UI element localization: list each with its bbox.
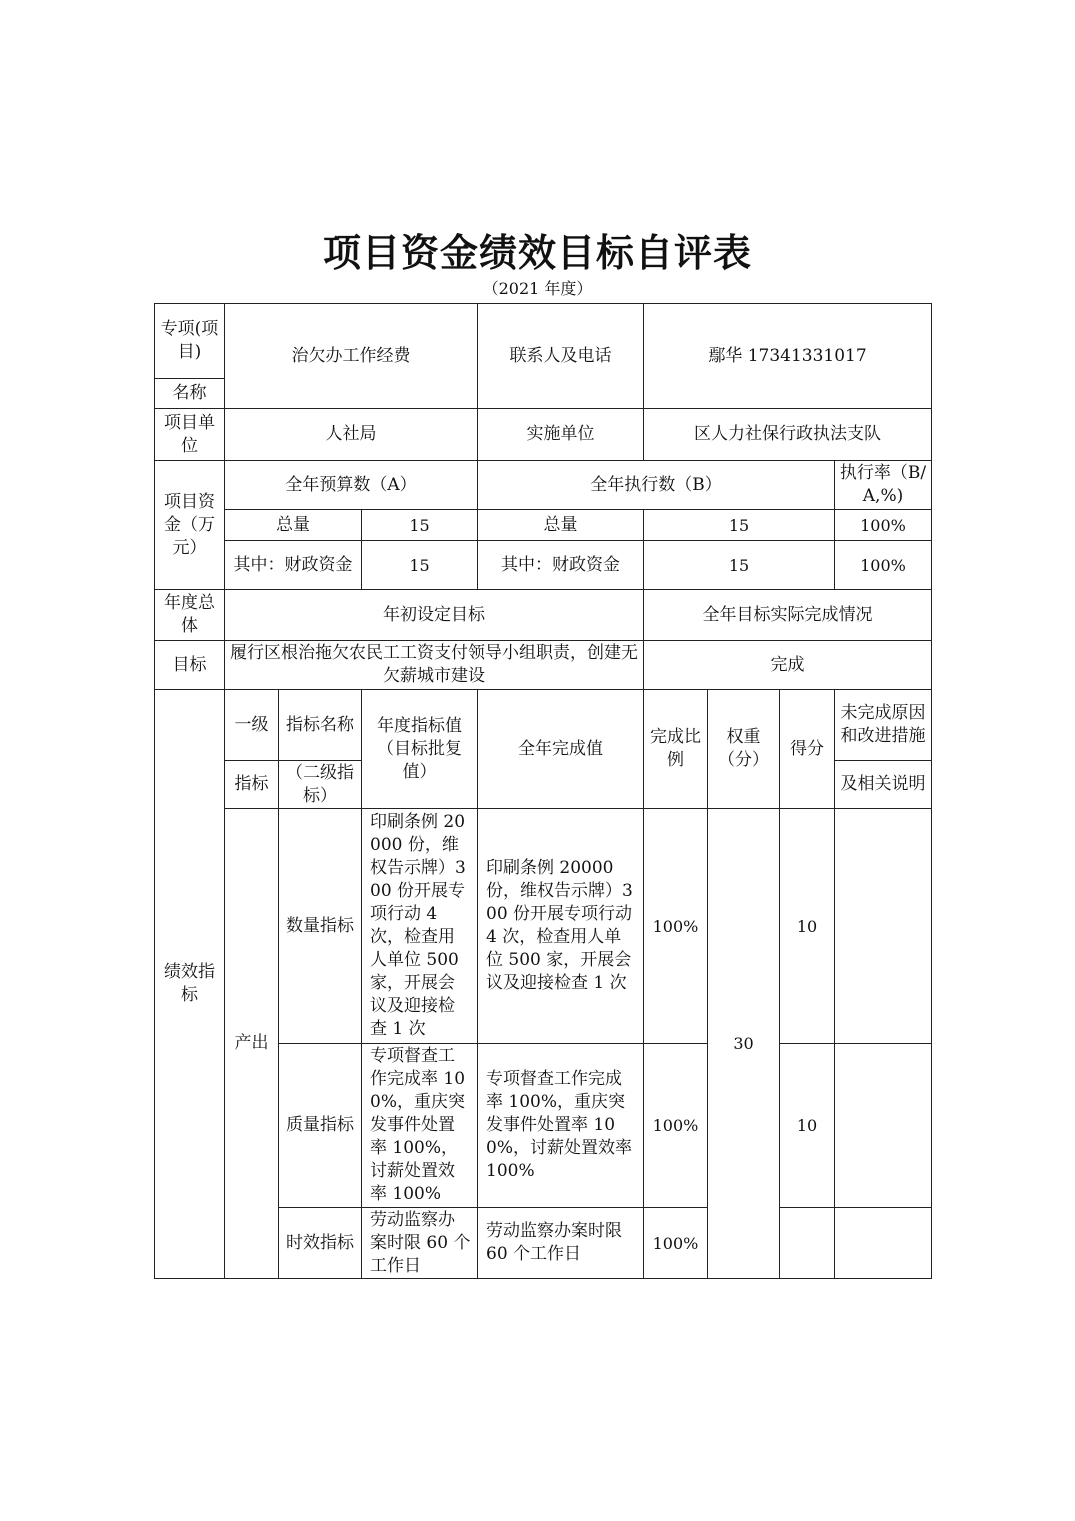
goals-label-2: 目标 (155, 641, 225, 690)
table-row (155, 809, 932, 1044)
indicator-target: 专项督查工作完成率 100%，重庆突发事件处置率 100%，讨薪处置效率 100% (362, 1044, 478, 1208)
year-subtitle: （2021 年度） (482, 279, 593, 298)
total-exec-label: 总量 (478, 510, 644, 541)
actual-goal-value: 完成 (644, 641, 932, 690)
fiscal-label: 其中：财政资金 (225, 541, 362, 590)
indicator-score: 10 (780, 809, 835, 1044)
indicator-reason (835, 1044, 932, 1208)
indicator-actual: 专项督查工作完成率 100%，重庆突发事件处置率 100%，讨薪处置效率 100% (478, 1044, 644, 1208)
col-reason-b: 及相关说明 (835, 761, 932, 809)
indicator-reason (835, 1208, 932, 1279)
budget-label: 全年预算数（A） (225, 461, 478, 510)
indicators-label: 绩效指标 (155, 690, 225, 1279)
col-weight: 权重（分） (708, 690, 780, 809)
indicator-ratio: 100% (644, 809, 708, 1044)
col-level1: 一级 (225, 690, 279, 761)
indicator-score: 10 (780, 1044, 835, 1208)
indicator-target: 劳动监察办案时限 60 个工作日 (362, 1208, 478, 1279)
impl-label: 实施单位 (478, 409, 644, 461)
project-label-2: 名称 (155, 379, 225, 409)
contact-value: 鄢华 17341331017 (644, 304, 932, 409)
unit-value: 人社局 (225, 409, 478, 461)
indicator-name: 时效指标 (279, 1208, 362, 1279)
col-ratio: 完成比例 (644, 690, 708, 809)
project-label: 专项(项目) (155, 304, 225, 379)
col-level1-b: 指标 (225, 761, 279, 809)
indicator-reason (835, 809, 932, 1044)
indicator-ratio: 100% (644, 1044, 708, 1208)
unit-label: 项目单位 (155, 409, 225, 461)
fiscal-exec-label: 其中：财政资金 (478, 541, 644, 590)
indicator-actual: 印刷条例 20000 份，维权告示牌）300 份开展专项行动 4 次，检查用人单位 500 家，开展会议及迎接检查 1 次 (478, 809, 644, 1044)
evaluation-table (154, 303, 932, 1279)
group-weight: 30 (708, 809, 780, 1279)
fiscal-budget: 15 (362, 541, 478, 590)
col-reason: 未完成原因和改进措施 (835, 690, 932, 761)
impl-value: 区人力社保行政执法支队 (644, 409, 932, 461)
indicator-actual: 劳动监察办案时限 60 个工作日 (478, 1208, 644, 1279)
page-title: 项目资金绩效目标自评表 (322, 230, 752, 275)
col-actual: 全年完成值 (478, 690, 644, 809)
initial-goal-label: 年初设定目标 (225, 590, 644, 641)
col-level2: 指标名称 (279, 690, 362, 761)
initial-goal-value: 履行区根治拖欠农民工工资支付领导小组职责，创建无欠薪城市建设 (225, 641, 644, 690)
indicator-name: 质量指标 (279, 1044, 362, 1208)
indicator-target: 印刷条例 20000 份，维权告示牌）300 份开展专项行动 4 次，检查用人单位 500 家，开展会议及迎接检查 1 次 (362, 809, 478, 1044)
col-target: 年度指标值（目标批复值） (362, 690, 478, 809)
project-name: 治欠办工作经费 (225, 304, 478, 409)
total-label: 总量 (225, 510, 362, 541)
col-level2-b: （二级指标） (279, 761, 362, 809)
indicator-ratio: 100% (644, 1208, 708, 1279)
total-budget: 15 (362, 510, 478, 541)
fiscal-rate: 100% (835, 541, 932, 590)
funds-label: 项目资金（万元） (155, 461, 225, 590)
rate-label: 执行率（B/A,%) (835, 461, 932, 510)
goals-label: 年度总体 (155, 590, 225, 641)
indicator-name: 数量指标 (279, 809, 362, 1044)
total-exec: 15 (644, 510, 835, 541)
fiscal-exec: 15 (644, 541, 835, 590)
col-score: 得分 (780, 690, 835, 809)
exec-label: 全年执行数（B） (478, 461, 835, 510)
indicator-score (780, 1208, 835, 1279)
group-label: 产出 (225, 809, 279, 1279)
total-rate: 100% (835, 510, 932, 541)
contact-label: 联系人及电话 (478, 304, 644, 409)
actual-goal-label: 全年目标实际完成情况 (644, 590, 932, 641)
